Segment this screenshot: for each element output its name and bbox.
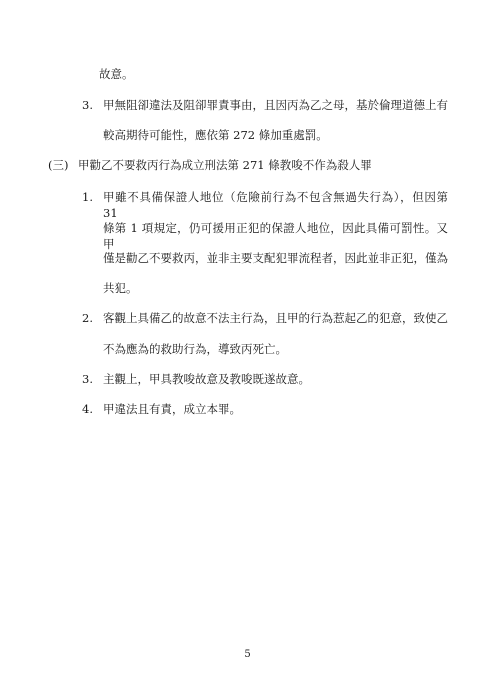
section-item-1-line-4: 共犯。 <box>103 281 138 295</box>
section-item-2-number: 2. <box>82 311 93 325</box>
section-item-3-line-1: 主觀上，甲具教唆故意及教唆既遂故意。 <box>103 372 310 386</box>
section-title: 甲勸乙不要救丙行為成立刑法第 271 條教唆不作為殺人罪 <box>78 158 372 172</box>
section-item-2-line-1: 客觀上具備乙的故意不法主行為，且甲的行為惹起乙的犯意，致使乙 <box>103 311 448 325</box>
section-item-4-number: 4. <box>82 402 93 416</box>
item-3-number: 3. <box>82 98 93 112</box>
item-3-line-1: 甲無阻卻違法及阻卻罪責事由，且因丙為乙之母，基於倫理道德上有 <box>103 98 448 112</box>
section-label: (三) <box>48 158 69 172</box>
section-item-1-line-1: 甲雖不具備保證人地位（危險前行為不包含無過失行為），但因第 31 <box>103 190 448 220</box>
page-number: 5 <box>244 649 251 660</box>
section-item-2-line-2: 不為應為的救助行為，導致丙死亡。 <box>103 342 287 356</box>
item-3-line-2: 較高期待可能性，應依第 272 條加重處罰。 <box>103 128 328 142</box>
section-item-1-line-3: 僅是勸乙不要救丙，並非主要支配犯罪流程者，因此並非正犯，僅為 <box>103 251 448 265</box>
continuation-text: 故意。 <box>99 67 134 81</box>
section-item-4-line-1: 甲違法且有責，成立本罪。 <box>103 402 241 416</box>
section-item-1-number: 1. <box>82 190 93 204</box>
section-item-3-number: 3. <box>82 372 93 386</box>
section-item-1-line-2: 條第 1 項規定，仍可援用正犯的保證人地位，因此具備可罰性。又甲 <box>103 221 448 251</box>
